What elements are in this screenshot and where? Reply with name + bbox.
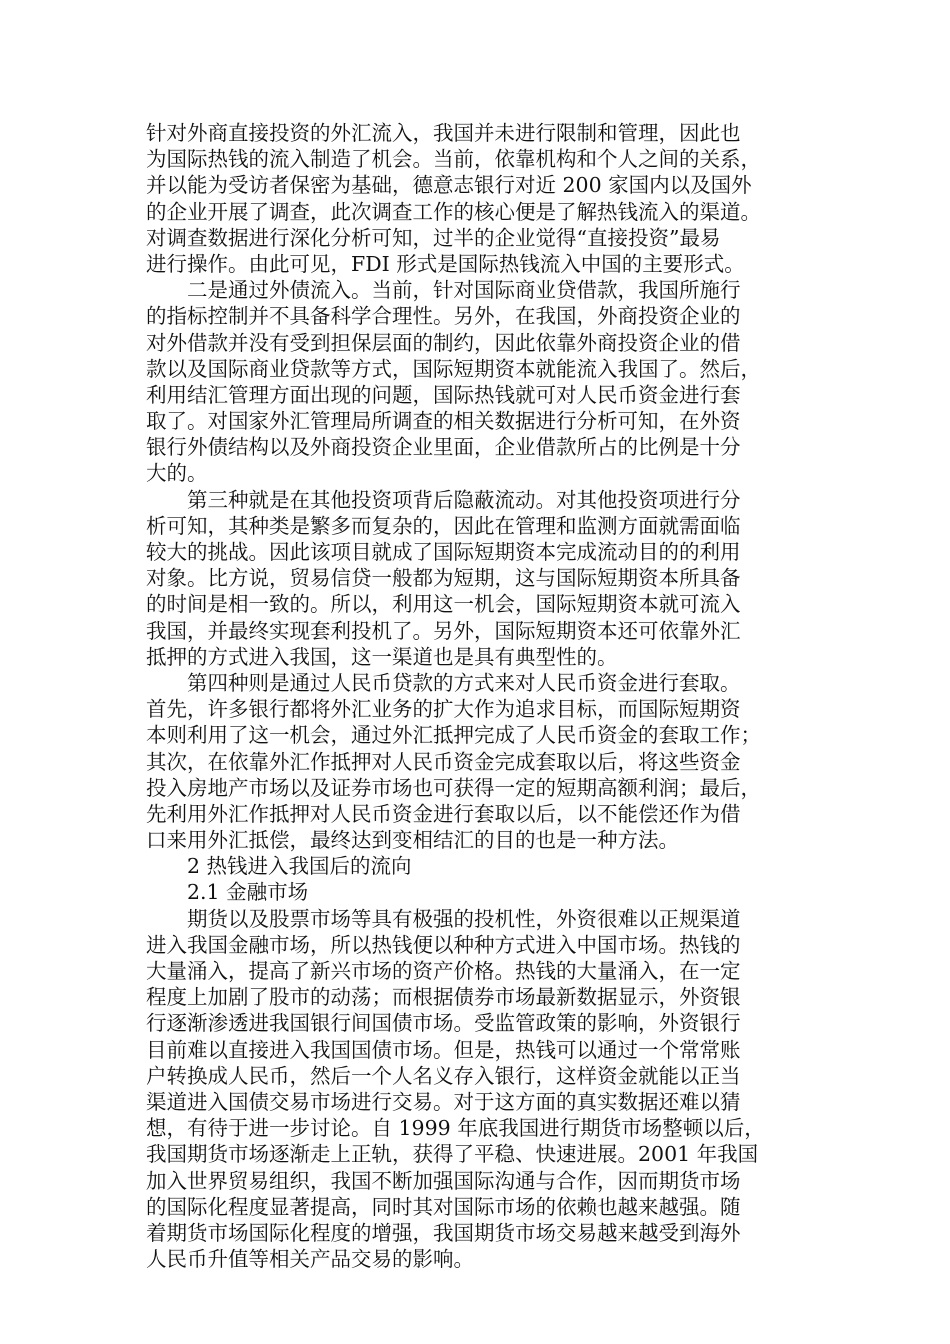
text-line: 程度上加剧了股市的动荡；而根据债券市场最新数据显示，外资银: [146, 985, 741, 1010]
text-line: 口来用外汇抵偿，最终达到变相结汇的目的也是一种方法。: [146, 828, 679, 853]
text-line: 的企业开展了调查，此次调查工作的核心便是了解热钱流入的渠道。: [146, 199, 761, 224]
text-line: 2.1 金融市场: [187, 880, 309, 905]
text-line: 想，有待于进一步讨论。自 1999 年底我国进行期货市场整顿以后，: [146, 1116, 765, 1141]
text-line: 加入世界贸易组织，我国不断加强国际沟通与合作，因而期货市场: [146, 1168, 741, 1193]
text-line: 期货以及股票市场等具有极强的投机性，外资很难以正规渠道: [187, 906, 741, 931]
text-line: 的国际化程度显著提高，同时其对国际市场的依赖也越来越强。随: [146, 1194, 741, 1219]
text-line: 行逐渐渗透进我国银行间国债市场。受监管政策的影响，外资银行: [146, 1011, 741, 1036]
text-line: 首先，许多银行都将外汇业务的扩大作为追求目标，而国际短期资: [146, 697, 741, 722]
text-line: 其次，在依靠外汇作抵押对人民币资金完成套取以后，将这些资金: [146, 749, 741, 774]
text-line: 本则利用了这一机会，通过外汇抵押完成了人民币资金的套取工作；: [146, 723, 761, 748]
text-line: 的指标控制并不具备科学合理性。另外，在我国，外商投资企业的: [146, 304, 741, 329]
text-line: 二是通过外债流入。当前，针对国际商业贷借款，我国所施行: [187, 278, 741, 303]
text-line: 投入房地产市场以及证券市场也可获得一定的短期高额利润；最后，: [146, 775, 761, 800]
text-line: 银行外债结构以及外商投资企业里面，企业借款所占的比例是十分: [146, 435, 741, 460]
text-line: 针对外商直接投资的外汇流入，我国并未进行限制和管理，因此也: [146, 121, 741, 145]
text-line: 析可知，其种类是繁多而复杂的，因此在管理和监测方面就需面临: [146, 513, 741, 538]
text-line: 对调查数据进行深化分析可知，过半的企业觉得“直接投资”最易: [146, 225, 721, 250]
text-line: 目前难以直接进入我国国债市场。但是，热钱可以通过一个常常账: [146, 1037, 741, 1062]
text-line: 对象。比方说，贸易信贷一般都为短期，这与国际短期资本所具备: [146, 566, 741, 591]
text-line: 户转换成人民币，然后一个人名义存入银行，这样资金就能以正当: [146, 1063, 741, 1088]
text-line: 我国，并最终实现套利投机了。另外，国际短期资本还可依靠外汇: [146, 618, 741, 643]
text-line: 大的。: [146, 461, 208, 486]
text-line: 着期货市场国际化程度的增强，我国期货市场交易越来越受到海外: [146, 1220, 741, 1245]
text-line: 抵押的方式进入我国，这一渠道也是具有典型性的。: [146, 644, 618, 669]
text-line: 的时间是相一致的。所以，利用这一机会，国际短期资本就可流入: [146, 592, 741, 617]
text-line: 款以及国际商业贷款等方式，国际短期资本就能流入我国了。然后，: [146, 356, 761, 381]
text-line: 进行操作。由此可见，FDI 形式是国际热钱流入中国的主要形式。: [146, 251, 745, 276]
text-line: 我国期货市场逐渐走上正轨，获得了平稳、快速进展。2001 年我国: [146, 1142, 759, 1167]
body-text: [146, 120, 806, 1272]
text-line: 进入我国金融市场，所以热钱便以种种方式进入中国市场。热钱的: [146, 932, 741, 957]
text-line: 第三种就是在其他投资项背后隐蔽流动。对其他投资项进行分: [187, 487, 741, 512]
text-line: 2 热钱进入我国后的流向: [187, 854, 412, 879]
text-line: 对外借款并没有受到担保层面的制约，因此依靠外商投资企业的借: [146, 330, 741, 355]
text-line: 第四种则是通过人民币贷款的方式来对人民币资金进行套取。: [187, 670, 741, 695]
text-line: 较大的挑战。因此该项目就成了国际短期资本完成流动目的的利用: [146, 540, 741, 564]
text-line: 先利用外汇作抵押对人民币资金进行套取以后，以不能偿还作为借: [146, 801, 741, 826]
text-line: 利用结汇管理方面出现的问题，国际热钱就可对人民币资金进行套: [146, 382, 741, 407]
text-line: 人民币升值等相关产品交易的影响。: [146, 1247, 474, 1272]
text-line: 渠道进入国债交易市场进行交易。对于这方面的真实数据还难以猜: [146, 1089, 741, 1114]
text-line: 并以能为受访者保密为基础，德意志银行对近 200 家国内以及国外: [146, 173, 752, 198]
text-line: 为国际热钱的流入制造了机会。当前，依靠机构和个人之间的关系，: [146, 147, 761, 172]
text-line: 大量涌入，提高了新兴市场的资产价格。热钱的大量涌入，在一定: [146, 959, 741, 983]
text-line: 取了。对国家外汇管理局所调查的相关数据进行分析可知，在外资: [146, 409, 741, 434]
